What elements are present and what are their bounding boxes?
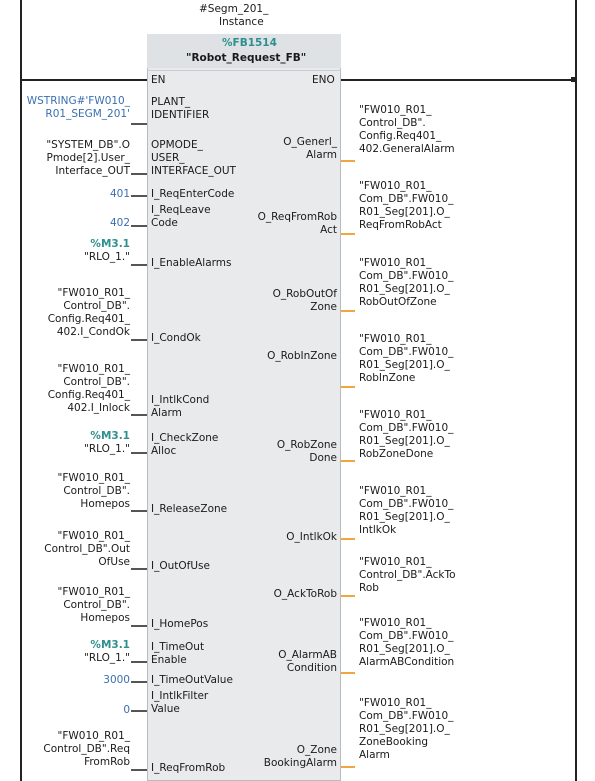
output-argument-5-line-2[interactable]: R01_Seg[201].O_ bbox=[359, 511, 450, 523]
output-argument-6-line-1[interactable]: Control_DB".AckTo bbox=[359, 569, 456, 581]
output-argument-1-line-0[interactable]: "FW010_R01_ bbox=[359, 180, 432, 192]
output-argument-0-line-3[interactable]: 402.GeneralAlarm bbox=[359, 143, 455, 155]
input-argument-1-line-2[interactable]: Interface_OUT bbox=[55, 165, 130, 177]
input-pin-label-3-line-1[interactable]: Code bbox=[151, 217, 178, 229]
output-pin-label-8-line-0[interactable]: O_Zone bbox=[296, 744, 337, 756]
output-pin-label-0-line-0[interactable]: O_Generl_ bbox=[283, 136, 337, 148]
output-argument-1-line-1[interactable]: Com_DB".FW010_ bbox=[359, 193, 454, 205]
input-argument-6-line-2[interactable]: Config.Req401_ bbox=[47, 389, 130, 401]
input-argument-11-line-0[interactable]: %M3.1 bbox=[90, 639, 130, 651]
input-pin-label-2-line-0[interactable]: I_ReqEnterCode bbox=[151, 188, 235, 200]
input-pin-label-11-line-1[interactable]: Enable bbox=[151, 654, 187, 666]
input-pin-label-13-line-0[interactable]: I_IntlkFilter bbox=[151, 690, 209, 702]
input-wire-12 bbox=[131, 681, 147, 683]
input-argument-0-line-0[interactable]: WSTRING#'FW010_ bbox=[26, 95, 130, 107]
input-pin-label-9-line-0[interactable]: I_OutOfUse bbox=[151, 560, 210, 572]
input-argument-8-line-0[interactable]: "FW010_R01_ bbox=[57, 472, 130, 484]
input-argument-9-line-0[interactable]: "FW010_R01_ bbox=[57, 530, 130, 542]
output-argument-3-line-1[interactable]: Com_DB".FW010_ bbox=[359, 346, 454, 358]
input-pin-label-8-line-0[interactable]: I_ReleaseZone bbox=[151, 503, 228, 515]
output-argument-4-line-3[interactable]: RobZoneDone bbox=[359, 448, 434, 460]
output-argument-8-line-2[interactable]: R01_Seg[201].O_ bbox=[359, 723, 450, 735]
input-argument-9-line-1[interactable]: Control_DB".Out bbox=[44, 543, 130, 555]
input-argument-7-line-0[interactable]: %M3.1 bbox=[90, 430, 130, 442]
input-argument-14-line-1[interactable]: Control_DB".Req bbox=[43, 743, 130, 755]
output-wire-2 bbox=[341, 310, 355, 312]
output-wire-1 bbox=[341, 233, 355, 235]
input-wire-8 bbox=[131, 510, 147, 512]
output-argument-1-line-2[interactable]: R01_Seg[201].O_ bbox=[359, 206, 450, 218]
output-argument-5-line-0[interactable]: "FW010_R01_ bbox=[359, 485, 432, 497]
output-pin-label-2-line-0[interactable]: O_RobOutOf bbox=[272, 288, 337, 300]
eno-coil-stub bbox=[571, 77, 576, 82]
block-type-number[interactable]: %FB1514 bbox=[222, 37, 277, 49]
output-argument-3-line-0[interactable]: "FW010_R01_ bbox=[359, 333, 432, 345]
output-argument-7-line-2[interactable]: R01_Seg[201].O_ bbox=[359, 643, 450, 655]
output-argument-6-line-2[interactable]: Rob bbox=[359, 582, 379, 594]
instance-name-line2[interactable]: Instance bbox=[219, 16, 264, 28]
output-argument-7-line-0[interactable]: "FW010_R01_ bbox=[359, 617, 432, 629]
output-wire-5 bbox=[341, 538, 355, 540]
input-pin-label-11-line-0[interactable]: I_TimeOut bbox=[151, 641, 205, 653]
output-pin-label-8-line-1[interactable]: BookingAlarm bbox=[263, 757, 337, 769]
input-argument-1-line-1[interactable]: Pmode[2].User_ bbox=[46, 152, 130, 164]
output-argument-8-line-1[interactable]: Com_DB".FW010_ bbox=[359, 710, 454, 722]
output-pin-label-7-line-1[interactable]: Condition bbox=[286, 662, 337, 674]
output-argument-0-line-2[interactable]: Config.Req401_ bbox=[359, 130, 442, 142]
input-wire-2 bbox=[131, 195, 147, 197]
eno-pin-label[interactable]: ENO bbox=[312, 74, 335, 86]
input-argument-5-line-2[interactable]: Config.Req401_ bbox=[47, 313, 130, 325]
en-pin-label[interactable]: EN bbox=[151, 74, 166, 86]
output-argument-7-line-3[interactable]: AlarmABCondition bbox=[359, 656, 455, 668]
input-wire-7 bbox=[131, 452, 147, 454]
input-argument-2-line-0[interactable]: 401 bbox=[109, 188, 130, 200]
input-wire-10 bbox=[131, 625, 147, 627]
output-argument-2-line-0[interactable]: "FW010_R01_ bbox=[359, 257, 432, 269]
input-wire-9 bbox=[131, 568, 147, 570]
input-argument-11-line-1[interactable]: "RLO_1." bbox=[84, 652, 130, 664]
input-argument-0-line-1[interactable]: R01_SEGM_201' bbox=[45, 108, 130, 120]
output-argument-2-line-2[interactable]: R01_Seg[201].O_ bbox=[359, 283, 450, 295]
input-pin-label-6-line-1[interactable]: Alarm bbox=[151, 407, 182, 419]
input-wire-13 bbox=[131, 710, 147, 712]
input-pin-label-6-line-0[interactable]: I_IntlkCond bbox=[151, 394, 210, 406]
output-argument-8-line-0[interactable]: "FW010_R01_ bbox=[359, 697, 432, 709]
input-argument-8-line-1[interactable]: Control_DB". bbox=[63, 485, 130, 497]
input-pin-label-12-line-0[interactable]: I_TimeOutValue bbox=[151, 674, 233, 686]
left-power-rail bbox=[20, 0, 22, 781]
input-pin-label-3-line-0[interactable]: I_ReqLeave bbox=[151, 204, 211, 216]
input-pin-label-1-line-0[interactable]: OPMODE_ bbox=[151, 139, 203, 151]
input-wire-6 bbox=[131, 414, 147, 416]
output-argument-1-line-3[interactable]: ReqFromRobAct bbox=[359, 219, 442, 231]
function-block-header-divider bbox=[147, 70, 341, 71]
input-argument-5-line-3[interactable]: 402.I_CondOk bbox=[56, 326, 130, 338]
input-wire-4 bbox=[131, 264, 147, 266]
input-argument-9-line-2[interactable]: OfUse bbox=[98, 556, 130, 568]
input-argument-3-line-0[interactable]: 402 bbox=[109, 217, 130, 229]
output-pin-label-3-line-0[interactable]: O_RobInZone bbox=[267, 350, 337, 362]
output-argument-0-line-1[interactable]: Control_DB". bbox=[359, 117, 426, 129]
input-wire-3 bbox=[131, 225, 147, 227]
input-pin-label-14-line-0[interactable]: I_ReqFromRob bbox=[151, 762, 226, 774]
right-power-rail bbox=[575, 0, 577, 781]
output-argument-2-line-1[interactable]: Com_DB".FW010_ bbox=[359, 270, 454, 282]
input-argument-13-line-0[interactable]: 0 bbox=[123, 704, 130, 716]
input-pin-label-1-line-2[interactable]: INTERFACE_OUT bbox=[151, 165, 236, 177]
input-pin-label-13-line-1[interactable]: Value bbox=[151, 703, 180, 715]
output-argument-4-line-2[interactable]: R01_Seg[201].O_ bbox=[359, 435, 450, 447]
output-pin-label-7-line-0[interactable]: O_AlarmAB bbox=[278, 649, 337, 661]
block-name[interactable]: "Robot_Request_FB" bbox=[186, 52, 307, 64]
output-argument-5-line-3[interactable]: IntlkOk bbox=[359, 524, 397, 536]
input-argument-8-line-2[interactable]: Homepos bbox=[80, 498, 130, 510]
input-argument-12-line-0[interactable]: 3000 bbox=[103, 674, 130, 686]
input-argument-14-line-2[interactable]: FromRob bbox=[84, 756, 130, 768]
input-pin-label-7-line-1[interactable]: Alloc bbox=[151, 445, 177, 457]
output-pin-label-1-line-0[interactable]: O_ReqFromRob bbox=[257, 211, 337, 223]
input-wire-14 bbox=[131, 769, 147, 771]
input-argument-14-line-0[interactable]: "FW010_R01_ bbox=[57, 730, 130, 742]
output-pin-label-1-line-1[interactable]: Act bbox=[320, 224, 337, 236]
input-argument-5-line-1[interactable]: Control_DB". bbox=[63, 300, 130, 312]
output-argument-8-line-3[interactable]: ZoneBooking bbox=[359, 736, 429, 748]
output-pin-label-5-line-0[interactable]: O_IntlkOk bbox=[286, 531, 337, 543]
input-argument-6-line-3[interactable]: 402.I_Inlock bbox=[67, 402, 130, 414]
input-wire-1 bbox=[131, 173, 147, 175]
output-argument-3-line-2[interactable]: R01_Seg[201].O_ bbox=[359, 359, 450, 371]
input-argument-10-line-0[interactable]: "FW010_R01_ bbox=[57, 586, 130, 598]
output-wire-4 bbox=[341, 460, 355, 462]
input-pin-label-10-line-0[interactable]: I_HomePos bbox=[151, 618, 209, 630]
output-argument-5-line-1[interactable]: Com_DB".FW010_ bbox=[359, 498, 454, 510]
input-pin-label-0-line-1[interactable]: IDENTIFIER bbox=[151, 109, 210, 121]
output-wire-7 bbox=[341, 672, 355, 674]
output-pin-label-6-line-0[interactable]: O_AckToRob bbox=[273, 588, 337, 600]
input-pin-label-7-line-0[interactable]: I_CheckZone bbox=[151, 432, 219, 444]
input-argument-6-line-0[interactable]: "FW010_R01_ bbox=[57, 363, 130, 375]
output-argument-2-line-3[interactable]: RobOutOfZone bbox=[359, 296, 437, 308]
input-wire-5 bbox=[131, 339, 147, 341]
input-argument-10-line-1[interactable]: Control_DB". bbox=[63, 599, 130, 611]
output-argument-8-line-4[interactable]: Alarm bbox=[359, 749, 390, 761]
input-argument-4-line-1[interactable]: "RLO_1." bbox=[84, 251, 130, 263]
output-pin-label-0-line-1[interactable]: Alarm bbox=[306, 149, 337, 161]
output-argument-6-line-0[interactable]: "FW010_R01_ bbox=[359, 556, 432, 568]
output-argument-4-line-1[interactable]: Com_DB".FW010_ bbox=[359, 422, 454, 434]
input-pin-label-5-line-0[interactable]: I_CondOk bbox=[151, 332, 201, 344]
output-pin-label-4-line-0[interactable]: O_RobZone bbox=[276, 439, 337, 451]
input-wire-11 bbox=[131, 661, 147, 663]
output-wire-6 bbox=[341, 595, 355, 597]
input-argument-1-line-0[interactable]: "SYSTEM_DB".O bbox=[46, 139, 130, 151]
output-pin-label-2-line-1[interactable]: Zone bbox=[310, 301, 337, 313]
output-argument-0-line-0[interactable]: "FW010_R01_ bbox=[359, 104, 432, 116]
input-pin-label-0-line-0[interactable]: PLANT_ bbox=[151, 96, 191, 108]
instance-name-line1[interactable]: #Segm_201_ bbox=[199, 3, 269, 15]
output-wire-3 bbox=[341, 386, 355, 388]
output-argument-7-line-1[interactable]: Com_DB".FW010_ bbox=[359, 630, 454, 642]
input-argument-7-line-1[interactable]: "RLO_1." bbox=[84, 443, 130, 455]
output-argument-3-line-3[interactable]: RobInZone bbox=[359, 372, 416, 384]
input-argument-10-line-2[interactable]: Homepos bbox=[80, 612, 130, 624]
input-argument-4-line-0[interactable]: %M3.1 bbox=[90, 238, 130, 250]
eno-power-line bbox=[341, 79, 575, 81]
input-pin-label-1-line-1[interactable]: USER_ bbox=[151, 152, 185, 164]
input-argument-6-line-1[interactable]: Control_DB". bbox=[63, 376, 130, 388]
output-wire-0 bbox=[341, 160, 355, 162]
input-pin-label-4-line-0[interactable]: I_EnableAlarms bbox=[151, 257, 232, 269]
output-argument-4-line-0[interactable]: "FW010_R01_ bbox=[359, 409, 432, 421]
output-wire-8 bbox=[341, 766, 355, 768]
input-wire-0 bbox=[131, 123, 147, 125]
en-power-line bbox=[20, 79, 147, 81]
input-argument-5-line-0[interactable]: "FW010_R01_ bbox=[57, 287, 130, 299]
output-pin-label-4-line-1[interactable]: Done bbox=[309, 452, 337, 464]
